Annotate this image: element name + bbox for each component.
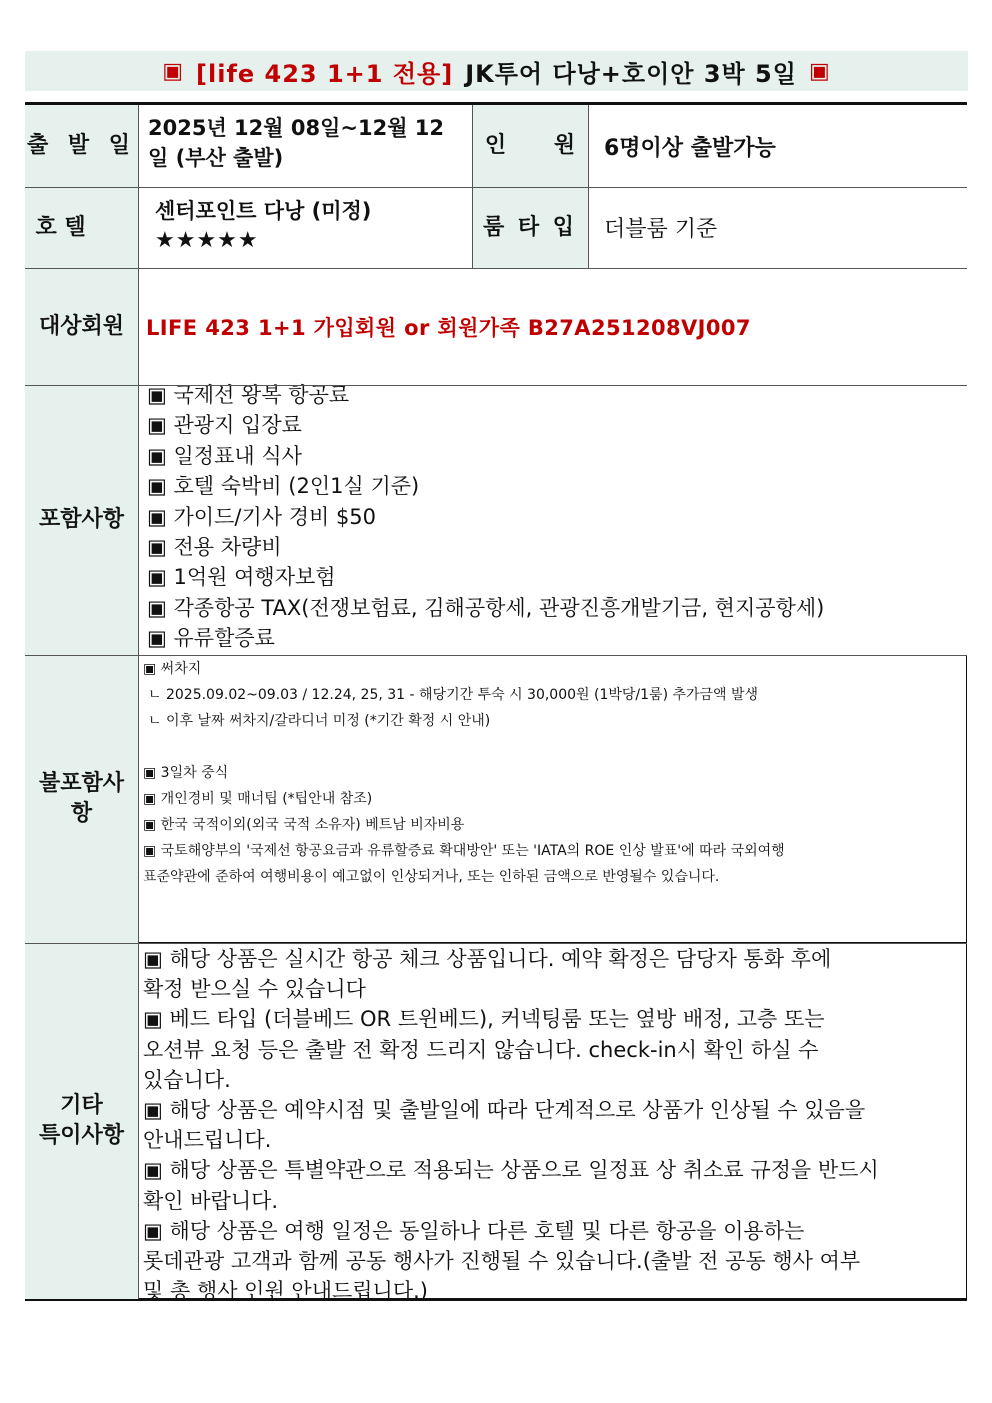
row-divider bbox=[25, 187, 967, 188]
room-type-value: 더블룸 기준 bbox=[604, 217, 718, 242]
note-line: ▣ 해당 상품은 예약시점 및 출발일에 따라 단계적으로 상품가 인상될 수 있음을 bbox=[143, 1098, 866, 1123]
list-item: 표준약관에 준하여 여행비용이 예고없이 인상되거나, 또는 인하된 금액으로 반영될수 있습니다. bbox=[143, 869, 720, 885]
list-item: ㄴ 이후 날짜 써차지/갈라디너 미정 (*기간 확정 시 안내) bbox=[148, 713, 491, 729]
list-item: ▣ 1억원 여행자보험 bbox=[147, 565, 336, 590]
square-mark-icon: ▣ bbox=[162, 58, 185, 84]
row-divider bbox=[25, 655, 967, 656]
excluded-list bbox=[138, 655, 967, 943]
hotel-value bbox=[139, 187, 472, 268]
document-title bbox=[25, 51, 968, 91]
note-line: 오션뷰 요청 등은 출발 전 확정 드리지 않습니다. check-in시 확인 하실 수 bbox=[143, 1037, 819, 1062]
row-divider bbox=[25, 268, 967, 269]
departure-date-line2: 일 (부산 출발) bbox=[148, 146, 284, 170]
list-item: ▣ 개인경비 및 매너팁 (*팁안내 참조) bbox=[143, 791, 373, 807]
note-line: ▣ 해당 상품은 특별약관으로 적용되는 상품으로 일정표 상 취소료 규정을 반드시 bbox=[143, 1158, 879, 1183]
note-line: ▣ 베드 타입 (더블베드 OR 트윈베드), 커넥팅룸 또는 옆방 배정, 고층 또는 bbox=[143, 1007, 825, 1032]
hotel-name: 센터포인트 다낭 (미정) bbox=[155, 199, 372, 223]
note-line: 롯데관광 고객과 함께 공동 행사가 진행될 수 있습니다.(출발 전 공동 행사 여부 bbox=[143, 1249, 861, 1274]
list-item: ▣ 일정표내 식사 bbox=[147, 443, 302, 468]
list-item: ▣ 국토해양부의 '국제선 항공요금과 유류할증료 확대방안' 또는 'IATA의 ROE 인상 발표'에 따라 국외여행 bbox=[143, 843, 785, 859]
member-value: LIFE 423 1+1 가입회원 or 회원가족 B27A251208VJ007 bbox=[146, 315, 751, 340]
included-label: 포함사항 bbox=[25, 385, 138, 655]
title-highlight: [life 423 1+1 전용] bbox=[196, 59, 454, 88]
note-line: 안내드립니다. bbox=[143, 1128, 272, 1153]
list-item: ▣ 3일차 중식 bbox=[143, 765, 229, 781]
member-label: 대상회원 bbox=[25, 268, 138, 385]
list-item: ▣ 가이드/기사 경비 $50 bbox=[147, 504, 377, 529]
row-divider bbox=[25, 943, 967, 944]
note-line: ▣ 해당 상품은 실시간 항공 체크 상품입니다. 예약 확정은 담당자 통화 후에 bbox=[143, 947, 832, 971]
column-divider bbox=[472, 105, 473, 268]
hotel-label: 호 텔 bbox=[25, 187, 138, 268]
room-type-label: 룸 타 입 bbox=[472, 187, 588, 268]
note-line: 및 총 행사 인원 안내드립니다.) bbox=[143, 1279, 429, 1304]
list-item: ▣ 국제선 왕복 항공료 bbox=[147, 383, 350, 407]
departure-date-line1: 2025년 12월 08일~12월 12 bbox=[148, 116, 445, 140]
departure-label: 출 발 일 bbox=[25, 105, 138, 187]
list-item: ▣ 유류할증료 bbox=[147, 626, 275, 651]
list-item: ▣ 관광지 입장료 bbox=[147, 413, 302, 438]
square-mark-icon: ▣ bbox=[808, 58, 831, 84]
row-divider bbox=[25, 385, 967, 386]
column-divider bbox=[138, 105, 139, 1299]
note-line: 확정 받으실 수 있습니다 bbox=[143, 977, 366, 1002]
note-line: ▣ 해당 상품은 여행 일정은 동일하나 다른 호텔 및 다른 항공을 이용하는 bbox=[143, 1218, 805, 1243]
departure-value bbox=[139, 105, 472, 187]
note-line: 있습니다. bbox=[143, 1067, 231, 1092]
hotel-star-rating: ★★★★★ bbox=[155, 228, 259, 253]
list-item: ▣ 각종항공 TAX(전쟁보험료, 김해공항세, 관광진흥개발기금, 현지공항세) bbox=[147, 595, 825, 620]
column-divider bbox=[588, 105, 589, 268]
list-item: ▣ 전용 차량비 bbox=[147, 535, 282, 560]
spacer bbox=[143, 734, 966, 760]
people-label: 인 원 bbox=[472, 105, 588, 187]
included-list bbox=[139, 380, 967, 650]
list-item: ▣ 한국 국적이외(외국 국적 소유자) 베트남 비자비용 bbox=[143, 817, 465, 833]
list-item: ▣ 써차지 bbox=[143, 661, 202, 677]
excluded-label: 불포함사 항 bbox=[25, 655, 138, 943]
list-item: ▣ 호텔 숙박비 (2인1실 기준) bbox=[147, 474, 420, 499]
tour-info-table bbox=[25, 102, 967, 1304]
people-value: 6명이상 출발가능 bbox=[604, 135, 776, 161]
list-item: ㄴ 2025.09.02~09.03 / 12.24, 25, 31 - 해당기간 투숙 시 30,000원 (1박당/1룸) 추가금액 발생 bbox=[148, 687, 759, 703]
etc-notes bbox=[138, 943, 967, 1304]
etc-label: 기타 특이사항 bbox=[25, 943, 138, 1299]
title-main: JK투어 다낭+호이안 3박 5일 bbox=[465, 59, 797, 88]
note-line: 확인 바랍니다. bbox=[143, 1188, 279, 1213]
